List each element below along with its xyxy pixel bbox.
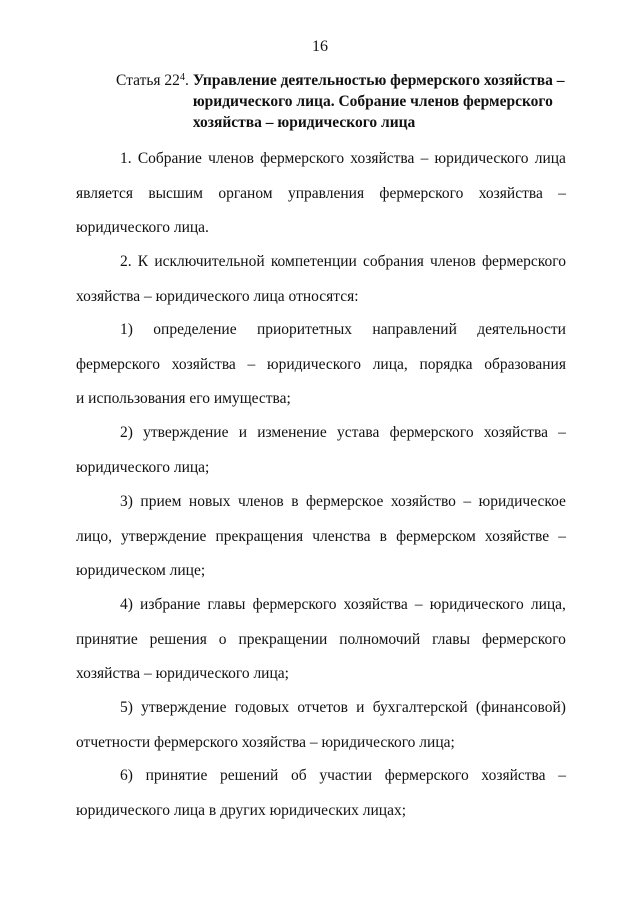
- word: (финансовой): [475, 699, 566, 716]
- word: –: [558, 767, 566, 784]
- word: деятельности: [477, 321, 566, 338]
- word: направлений: [372, 321, 457, 338]
- text-line: [120, 493, 566, 511]
- word: в: [291, 493, 299, 510]
- word: 3): [120, 493, 133, 510]
- text-line: [120, 253, 566, 271]
- word: 6): [120, 767, 133, 784]
- word: устава: [336, 424, 380, 441]
- word: является: [76, 184, 133, 202]
- word: о: [218, 630, 227, 648]
- word: главы: [432, 630, 470, 648]
- article-prefix-dot: .: [184, 72, 189, 89]
- page-number: 16: [312, 38, 328, 55]
- word: хозяйства: [483, 424, 548, 441]
- word: хозяйства: [350, 150, 415, 167]
- word: хозяйстве: [484, 527, 550, 545]
- text-line: юридического лица;: [76, 458, 210, 476]
- word: хозяйство: [390, 493, 456, 510]
- word: 1): [120, 321, 133, 338]
- word: органом: [218, 184, 273, 202]
- text-line: [120, 699, 566, 717]
- word: прекращения: [215, 527, 304, 545]
- word: юридическое: [478, 493, 566, 510]
- text-line: [76, 185, 566, 203]
- word: хозяйства: [171, 355, 236, 373]
- word: компетенции: [270, 253, 357, 270]
- word: фермерского: [252, 596, 337, 613]
- word: –: [463, 493, 472, 510]
- text-line: хозяйства – юридического лица;: [76, 665, 289, 682]
- article-title-line: хозяйства – юридического лица: [192, 114, 416, 131]
- word: собрания: [363, 253, 424, 270]
- word: избрание: [140, 596, 201, 613]
- text-line: [120, 767, 566, 785]
- word: и: [238, 424, 247, 441]
- word: 2.: [120, 253, 132, 270]
- word: лица,: [372, 355, 408, 373]
- text-line: [76, 631, 566, 649]
- text-line: юридического лица в других юридических лицах;: [76, 801, 407, 819]
- word: фермерского: [76, 355, 160, 373]
- article-number: [116, 70, 193, 133]
- article-title: [193, 70, 565, 133]
- word: порядка: [419, 355, 473, 373]
- word: прекращении: [238, 630, 328, 648]
- article-title-line: юридического лица. Собрание членов фермерского: [192, 93, 553, 110]
- text-line: [120, 596, 566, 614]
- word: высшим: [148, 184, 203, 202]
- word: участии: [319, 767, 373, 784]
- word: годовых: [234, 699, 290, 716]
- word: –: [558, 527, 566, 545]
- word: юридического: [267, 355, 361, 373]
- word: К: [137, 253, 149, 270]
- text-line: юридического лица.: [76, 219, 209, 236]
- word: в: [379, 527, 387, 545]
- text-line: и использования его имущества;: [76, 390, 291, 407]
- word: фермерское: [306, 493, 384, 510]
- word: приоритетных: [256, 321, 352, 338]
- word: новых: [188, 493, 231, 510]
- article-prefix: Статья 22: [116, 72, 180, 89]
- word: решений: [220, 767, 279, 784]
- word: утверждение: [143, 424, 229, 441]
- word: –: [247, 355, 256, 373]
- word: –: [420, 150, 429, 167]
- text-line: хозяйства – юридического лица относятся:: [76, 287, 359, 305]
- text-line: отчетности фермерского хозяйства – юридического лица;: [76, 733, 455, 751]
- word: отчетов: [297, 699, 348, 716]
- word: фермерского: [482, 253, 566, 270]
- word: хозяйства: [478, 184, 543, 202]
- word: юридического: [429, 596, 524, 613]
- word: бухгалтерской: [372, 699, 468, 716]
- word: членов: [430, 253, 476, 270]
- word: принятие: [76, 630, 138, 648]
- word: членов: [208, 150, 254, 167]
- word: членов: [237, 493, 284, 510]
- word: исключительной: [154, 253, 265, 270]
- word: полномочий: [339, 630, 421, 648]
- word: главы: [207, 596, 246, 613]
- word: утверждение: [141, 699, 227, 716]
- word: образования: [484, 355, 566, 373]
- word: лицо,: [76, 527, 112, 545]
- article-superscript: 4: [179, 72, 185, 83]
- text-line: [120, 424, 566, 442]
- word: фермерском: [396, 527, 476, 545]
- word: 4): [120, 596, 133, 613]
- word: 1.: [120, 150, 132, 167]
- word: юридического: [434, 150, 529, 167]
- word: членства: [312, 527, 371, 545]
- word: фермерского: [481, 630, 566, 648]
- word: принятие: [145, 767, 208, 784]
- word: и: [356, 699, 365, 716]
- text-line: [76, 356, 566, 374]
- word: –: [558, 424, 566, 441]
- word: –: [414, 596, 423, 613]
- word: фермерского: [384, 767, 469, 784]
- word: 5): [120, 699, 133, 716]
- article-heading: [116, 70, 586, 133]
- word: утверждение: [121, 527, 207, 545]
- word: фермерского: [260, 150, 345, 167]
- text-line: [120, 150, 566, 168]
- article-title-line: Управление деятельностью фермерского хозяйства –: [192, 72, 565, 89]
- word: прием: [140, 493, 182, 510]
- word: хозяйства: [343, 596, 408, 613]
- text-line: юридическом лице;: [76, 562, 206, 579]
- word: решения: [149, 630, 207, 648]
- word: хозяйства: [481, 767, 546, 784]
- word: лица,: [530, 596, 566, 613]
- word: фермерского: [379, 184, 464, 202]
- word: управления: [287, 184, 365, 202]
- word: фермерского: [389, 424, 474, 441]
- word: определение: [153, 321, 237, 338]
- word: –: [558, 184, 566, 202]
- word: Собрание: [137, 150, 202, 167]
- word: лица: [534, 150, 566, 167]
- text-line: [76, 528, 566, 546]
- text-line: [120, 321, 566, 339]
- word: 2): [120, 424, 133, 441]
- word: об: [291, 767, 307, 784]
- word: изменение: [257, 424, 327, 441]
